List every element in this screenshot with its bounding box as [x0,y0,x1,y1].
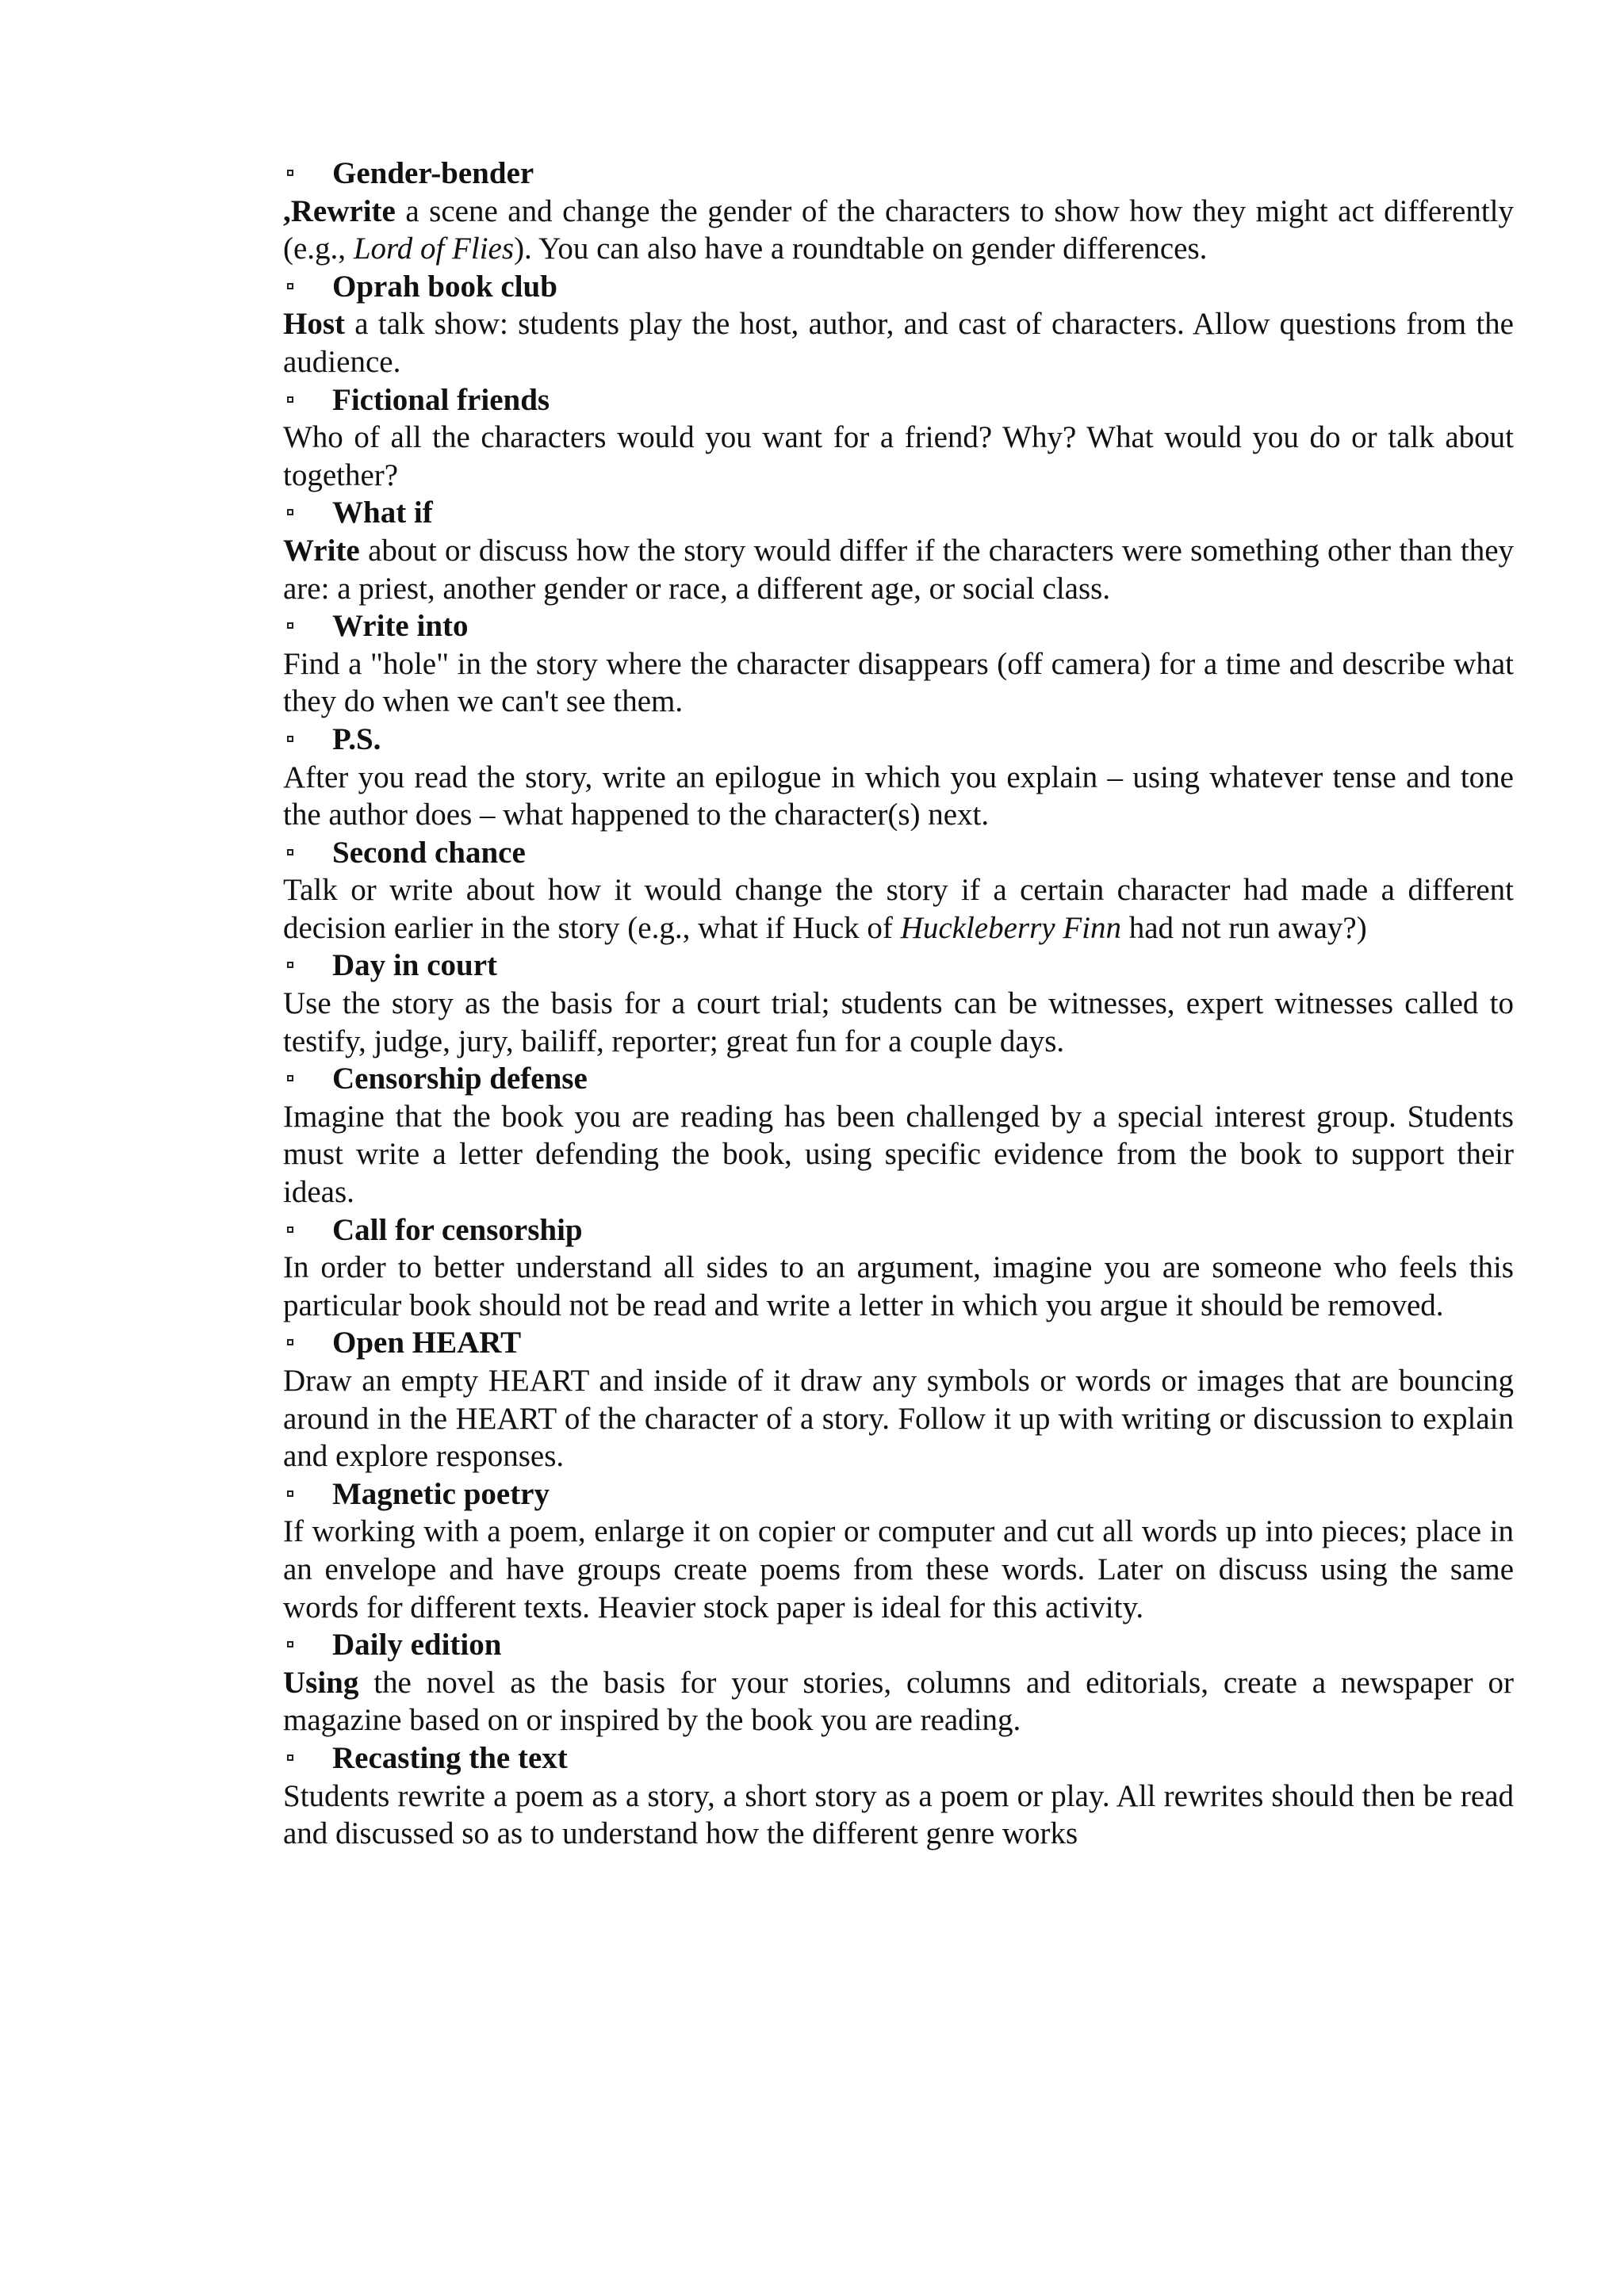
description-text: After you read the story, write an epilogue in which you explain – using whatever tense and tone the author does – what happened to the character(s) next. [283,760,1514,832]
activity-list [283,155,1514,1853]
activity-title: What if [332,496,433,530]
activity-title: Second chance [332,835,526,870]
activity-title: Write into [332,609,469,644]
activity-entry [283,834,1514,947]
activity-description [283,1777,1514,1853]
activity-heading [283,1324,1514,1362]
activity-entry [283,607,1514,721]
description-text: about or discuss how the story would differ if the characters were something other than they are: a priest, another gender or race, a different age, or social class. [283,533,1514,606]
activity-description [283,1513,1514,1626]
activity-description [283,1098,1514,1211]
activity-heading [283,494,1514,532]
description-text: Talk or write about how it would change the story if a certain character had made a different decision earlier in the story (e.g., what if Huck of [283,873,1514,945]
square-bullet-icon [287,1755,293,1761]
activity-description [283,1664,1514,1739]
activity-heading [283,607,1514,645]
activity-heading [283,1739,1514,1777]
activity-description [283,1249,1514,1324]
activity-heading [283,1060,1514,1098]
square-bullet-icon [287,1226,293,1233]
activity-entry [283,1475,1514,1626]
activity-title: Gender-bender [332,156,534,190]
square-bullet-icon [287,1075,293,1081]
square-bullet-icon [287,170,293,176]
description-text: In order to better understand all sides to an argument, imagine you are someone who feels this particular book should not be read and write a letter in which you argue it should be removed. [283,1250,1514,1322]
activity-title: Open HEART [332,1326,522,1360]
bold-text: Write [283,533,360,568]
square-bullet-icon [287,736,293,742]
bold-text: ,Rewrite [283,193,396,228]
description-text: Who of all the characters would you want for a friend? Why? What would you do or talk about together? [283,420,1514,492]
bold-text: Using [283,1665,359,1700]
square-bullet-icon [287,1641,293,1647]
description-text: a talk show: students play the host, author, and cast of characters. Allow questions from the audience. [283,307,1514,379]
activity-title: Censorship defense [332,1062,588,1096]
activity-title: Recasting the text [332,1740,568,1775]
description-text: Imagine that the book you are reading has been challenged by a special interest group. Students must write a letter defending the book, using specific evidence from the book to support their ideas. [283,1099,1514,1210]
square-bullet-icon [287,283,293,289]
activity-description [283,532,1514,607]
description-text: had not run away?) [1121,910,1367,945]
activity-entry [283,1626,1514,1739]
activity-description [283,871,1514,947]
activity-entry [283,1739,1514,1853]
activity-entry [283,1060,1514,1211]
activity-title: Magnetic poetry [332,1476,550,1511]
activity-description [283,193,1514,268]
italic-title-text: Huckleberry Finn [900,910,1121,945]
description-text: ). You can also have a roundtable on gender differences. [514,232,1208,266]
activity-entry [283,494,1514,607]
activity-heading [283,721,1514,759]
italic-title-text: Lord of Flies [353,232,515,266]
square-bullet-icon [287,1339,293,1345]
activity-heading [283,381,1514,419]
description-text: a scene and change the gender of the characters to show how they might act differently (e.g., [283,193,1514,266]
activity-entry [283,947,1514,1060]
activity-description [283,1362,1514,1475]
activity-heading [283,1475,1514,1513]
activity-entry [283,1324,1514,1475]
square-bullet-icon [287,622,293,629]
square-bullet-icon [287,849,293,855]
activity-description [283,419,1514,494]
activity-entry [283,1211,1514,1325]
activity-entry [283,381,1514,495]
square-bullet-icon [287,396,293,403]
activity-description [283,759,1514,834]
square-bullet-icon [287,962,293,968]
activity-heading [283,155,1514,193]
bold-text: Host [283,307,345,342]
activity-entry [283,155,1514,268]
activity-heading [283,268,1514,306]
description-text: Find a "hole" in the story where the character disappears (off camera) for a time and describe what they do when we can't see them. [283,646,1514,719]
activity-heading [283,834,1514,872]
activity-description [283,645,1514,721]
activity-description [283,305,1514,381]
activity-title: Day in court [332,948,497,983]
square-bullet-icon [287,509,293,515]
activity-title: Daily edition [332,1628,502,1663]
description-text: If working with a poem, enlarge it on copier or computer and cut all words up into pieces; place in an envelope and have groups create poems from these words. Later on discuss using the same words for different texts. Heavier stock paper is ideal for this activity. [283,1514,1514,1624]
square-bullet-icon [287,1490,293,1497]
description-text: Draw an empty HEART and inside of it draw any symbols or words or images that are bouncing around in the HEART of the character of a story. Follow it up with writing or discussion to explain and explore responses. [283,1364,1514,1474]
activity-description [283,985,1514,1060]
activity-entry [283,721,1514,834]
activity-heading [283,1211,1514,1249]
activity-title: P.S. [332,721,381,756]
activity-title: Fictional friends [332,382,550,417]
description-text: Use the story as the basis for a court trial; students can be witnesses, expert witnesses called to testify, judge, jury, bailiff, reporter; great fun for a couple days. [283,986,1514,1058]
activity-title: Oprah book club [332,269,557,304]
description-text: the novel as the basis for your stories, columns and editorials, create a newspaper or magazine based on or inspired by the book you are reading. [283,1665,1514,1738]
activity-title: Call for censorship [332,1212,583,1247]
activity-heading [283,1626,1514,1664]
document-page [283,155,1514,1853]
description-text: Students rewrite a poem as a story, a short story as a poem or play. All rewrites should then be read and discussed so as to understand how the different genre works [283,1778,1514,1851]
activity-heading [283,947,1514,985]
activity-entry [283,268,1514,381]
